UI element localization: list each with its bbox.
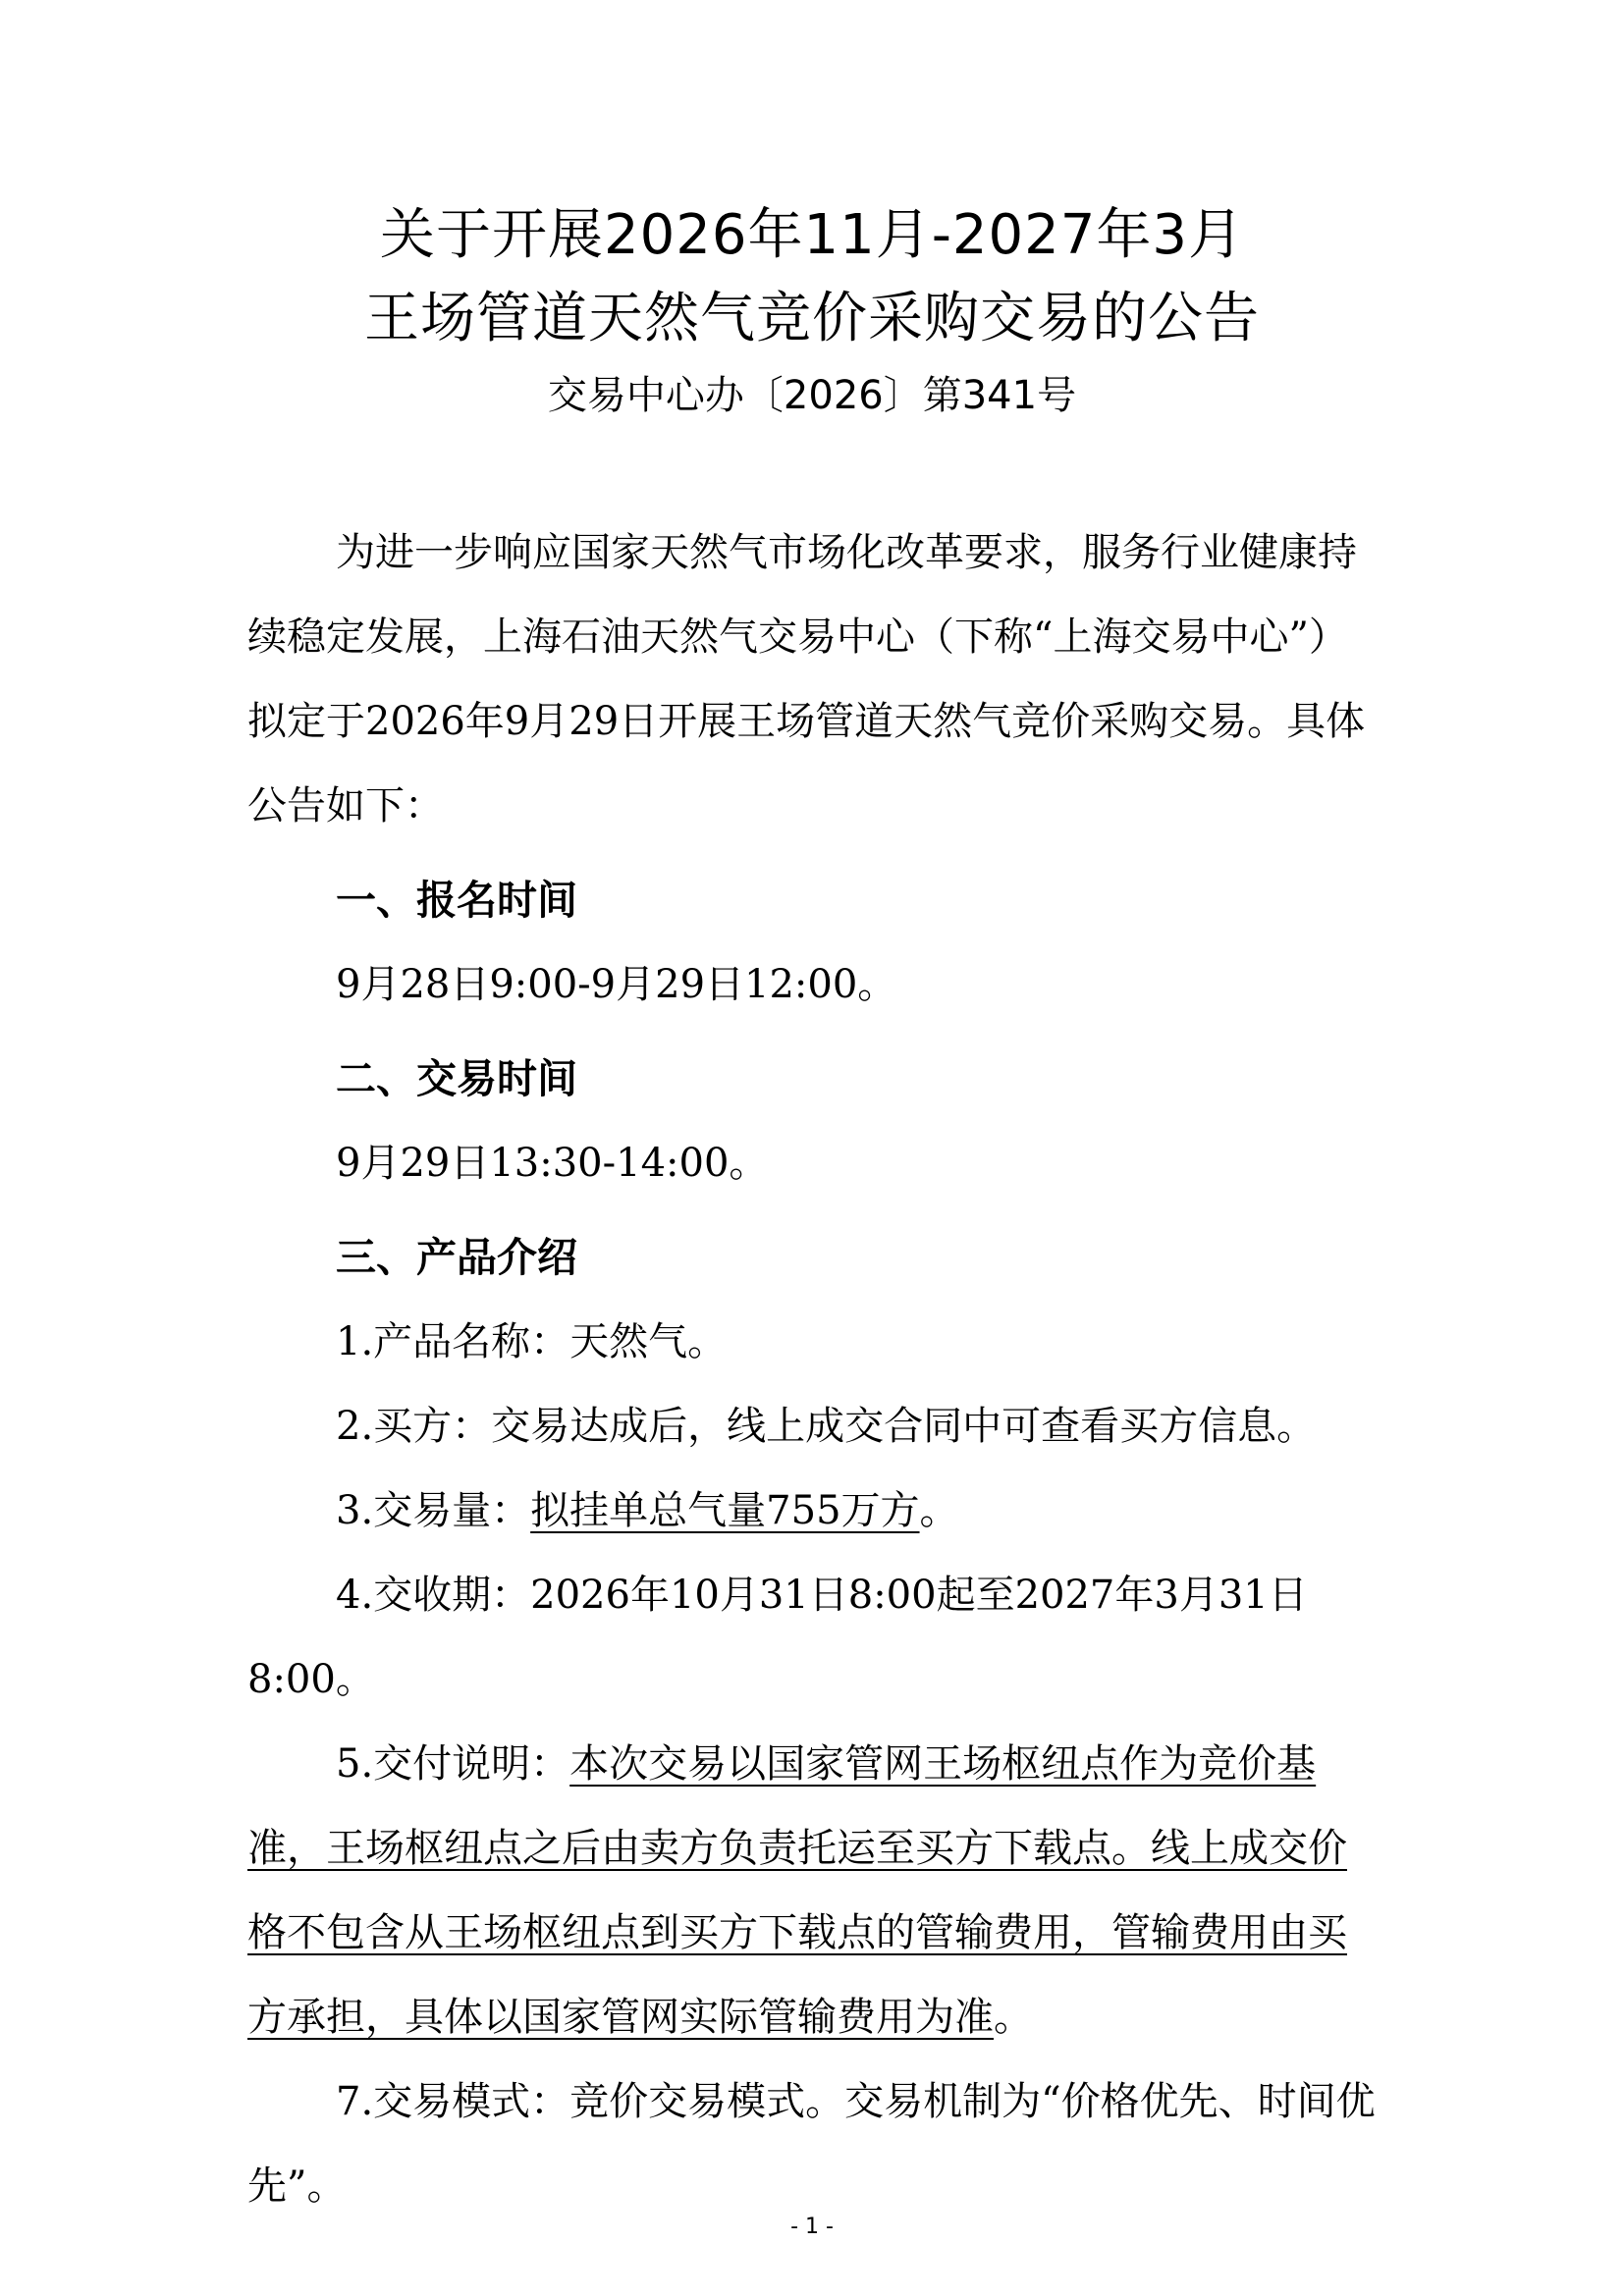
volume-suffix: 。 — [919, 1488, 959, 1533]
product-item-volume — [247, 1468, 1381, 1553]
document-body — [247, 510, 1381, 2228]
product-item-delivery-period: 4.交收期：2026年10月31日8:00起至2027年3月31日8:00。 — [247, 1573, 1308, 1702]
document-number: 交易中心办〔2026〕第341号 — [547, 373, 1077, 418]
volume-label: 3.交易量： — [336, 1488, 531, 1533]
section-heading-registration: 一、报名时间 — [336, 877, 577, 924]
intro-paragraph: 为进一步响应国家天然气市场化改革要求，服务行业健康持续稳定发展，上海石油天然气交易中心（下称“上海交易中心”）拟定于2026年9月29日开展王场管道天然气竞价采购交易。具体公告如下： — [247, 530, 1366, 828]
delivery-notes-label: 5.交付说明： — [336, 1741, 570, 1787]
delivery-notes-text: 本次交易以国家管网王场枢纽点作为竞价基准，王场枢纽点之后由卖方负责托运至买方下载点。线上成交价格不包含从王场枢纽点到买方下载点的管输费用，管输费用由买方承担，具体以国家管网实际管输费用为准 — [247, 1741, 1347, 2040]
product-item-name: 1.产品名称：天然气。 — [336, 1319, 728, 1364]
delivery-notes-suffix: 。 — [994, 1995, 1033, 2040]
registration-time: 9月28日9:00-9月29日12:00。 — [336, 962, 897, 1007]
product-item-trading-mode: 7.交易模式：竞价交易模式。交易机制为“价格优先、时间优先”。 — [247, 2079, 1376, 2209]
section-heading-trading: 二、交易时间 — [336, 1055, 577, 1102]
page-number: - 1 - — [790, 2215, 834, 2239]
volume-value: 拟挂单总气量755万方 — [530, 1488, 920, 1533]
title-line-1: 关于开展2026年11月-2027年3月 — [379, 203, 1245, 267]
section-heading-product: 三、产品介绍 — [336, 1234, 577, 1281]
trading-time: 9月29日13:30-14:00。 — [336, 1141, 769, 1186]
product-item-delivery-notes — [247, 1722, 1381, 2059]
title-line-2: 王场管道天然气竞价采购交易的公告 — [364, 287, 1260, 350]
product-item-buyer: 2.买方：交易达成后，线上成交合同中可查看买方信息。 — [336, 1404, 1317, 1449]
